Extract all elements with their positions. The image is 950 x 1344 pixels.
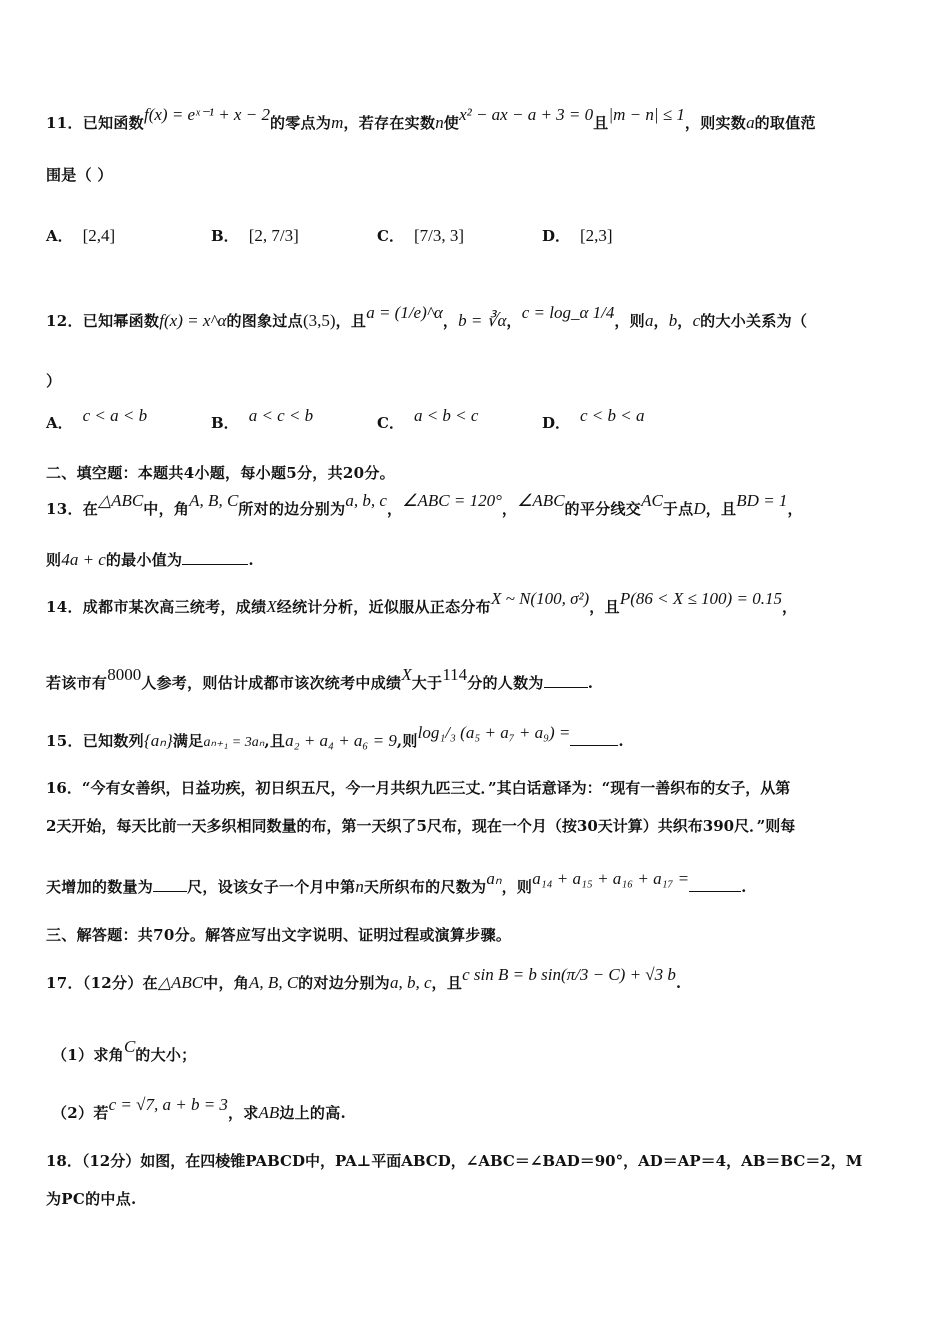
question-12-line2: ） <box>46 372 62 390</box>
section-3-heading: 三、解答题：共70分。解答应写出文字说明、证明过程或演算步骤。 <box>46 926 512 944</box>
question-18-line1: 18．（12分）如图，在四棱锥PABCD中，PA⊥平面ABCD，∠ABC＝∠BAD＝90°，AD＝AP＝4，AB＝BC＝2，M <box>46 1152 863 1170</box>
question-16-line2: 2天开始，每天比前一天多织相同数量的布，第一天织了5尺布，现在一个月（按30天计算）共织布390尺．”则每 <box>46 817 796 835</box>
q12-option-a: A． c < a < b <box>46 406 148 432</box>
answer-blank <box>570 745 618 746</box>
answer-blank <box>153 891 187 892</box>
q11-option-c: C． [7/3, 3] <box>377 226 464 245</box>
question-14: 14．成都市某次高三统考，成绩X经统计分析，近似服从正态分布X ~ N(100, σ²)，且P(86 < X ≤ 100) = 0.15， <box>46 589 798 616</box>
question-13: 13．在△ABC中，角A, B, C所对的边分别为a, b, c，∠ABC = 120°，∠ABC的平分线交AC于点D，且BD = 1， <box>46 491 803 518</box>
q11-option-b: B． [2, 7/3] <box>211 226 299 245</box>
section-2-heading: 二、填空题：本题共4小题，每小题5分，共20分。 <box>46 464 395 482</box>
answer-blank <box>689 891 741 892</box>
question-13-line2: 则4a + c的最小值为 . <box>46 550 254 569</box>
question-17: 17．（12分）在△ABC中，角A, B, C的对边分别为a, b, c，且c sin B = b sin(π/3 − C) + √3 b. <box>46 965 682 992</box>
answer-blank <box>544 687 588 688</box>
q11-option-d: D． [2,3] <box>542 226 613 245</box>
question-17-part2: （2）若c = √7, a + b = 3，求AB边上的高. <box>52 1095 347 1122</box>
question-11: 11．已知函数f(x) = eˣ⁻¹ + x − 2的零点为m，若存在实数n使x² − ax − a + 3 = 0且|m − n| ≤ 1，则实数a的取值范 <box>46 105 816 132</box>
q12-option-d: D． c < b < a <box>542 406 645 432</box>
question-18-line2: 为PC的中点. <box>46 1190 137 1208</box>
q11-option-a: A． [2,4] <box>46 226 116 245</box>
answer-blank <box>182 564 248 565</box>
question-17-part1: （1）求角C的大小； <box>52 1037 197 1064</box>
question-14-line2: 若该市有8000人参考，则估计成都市该次统考中成绩X大于114分的人数为 . <box>46 665 594 692</box>
q12-option-c: C． a < b < c <box>377 406 479 432</box>
question-15: 15．已知数列{aₙ}满足aₙ₊₁ = 3aₙ,且a₂ + a₄ + a₆ = 9,则log₁/₃ (a₅ + a₇ + a₉) = . <box>46 723 624 750</box>
question-11-line2: 围是（ ） <box>46 166 113 184</box>
question-12: 12．已知幂函数f(x) = x^α的图象过点(3,5)，且a = (1/e)^α，b = ∛α，c = log_α 1/4，则a，b，c的大小关系为（ <box>46 303 808 330</box>
question-16-line3: 天增加的数量为 尺，设该女子一个月中第n天所织布的尺数为aₙ，则a₁₄ + a₁₅ + a₁₆ + a₁₇ = . <box>46 869 747 896</box>
q11-function: f(x) = eˣ⁻¹ + x − 2 <box>143 105 270 124</box>
q12-option-b: B． a < c < b <box>211 406 314 432</box>
question-16-line1: 16．“今有女善织，日益功疾，初日织五尺，今一月共织九匹三丈．”其白话意译为：“现有一善织布的女子，从第 <box>46 779 791 797</box>
